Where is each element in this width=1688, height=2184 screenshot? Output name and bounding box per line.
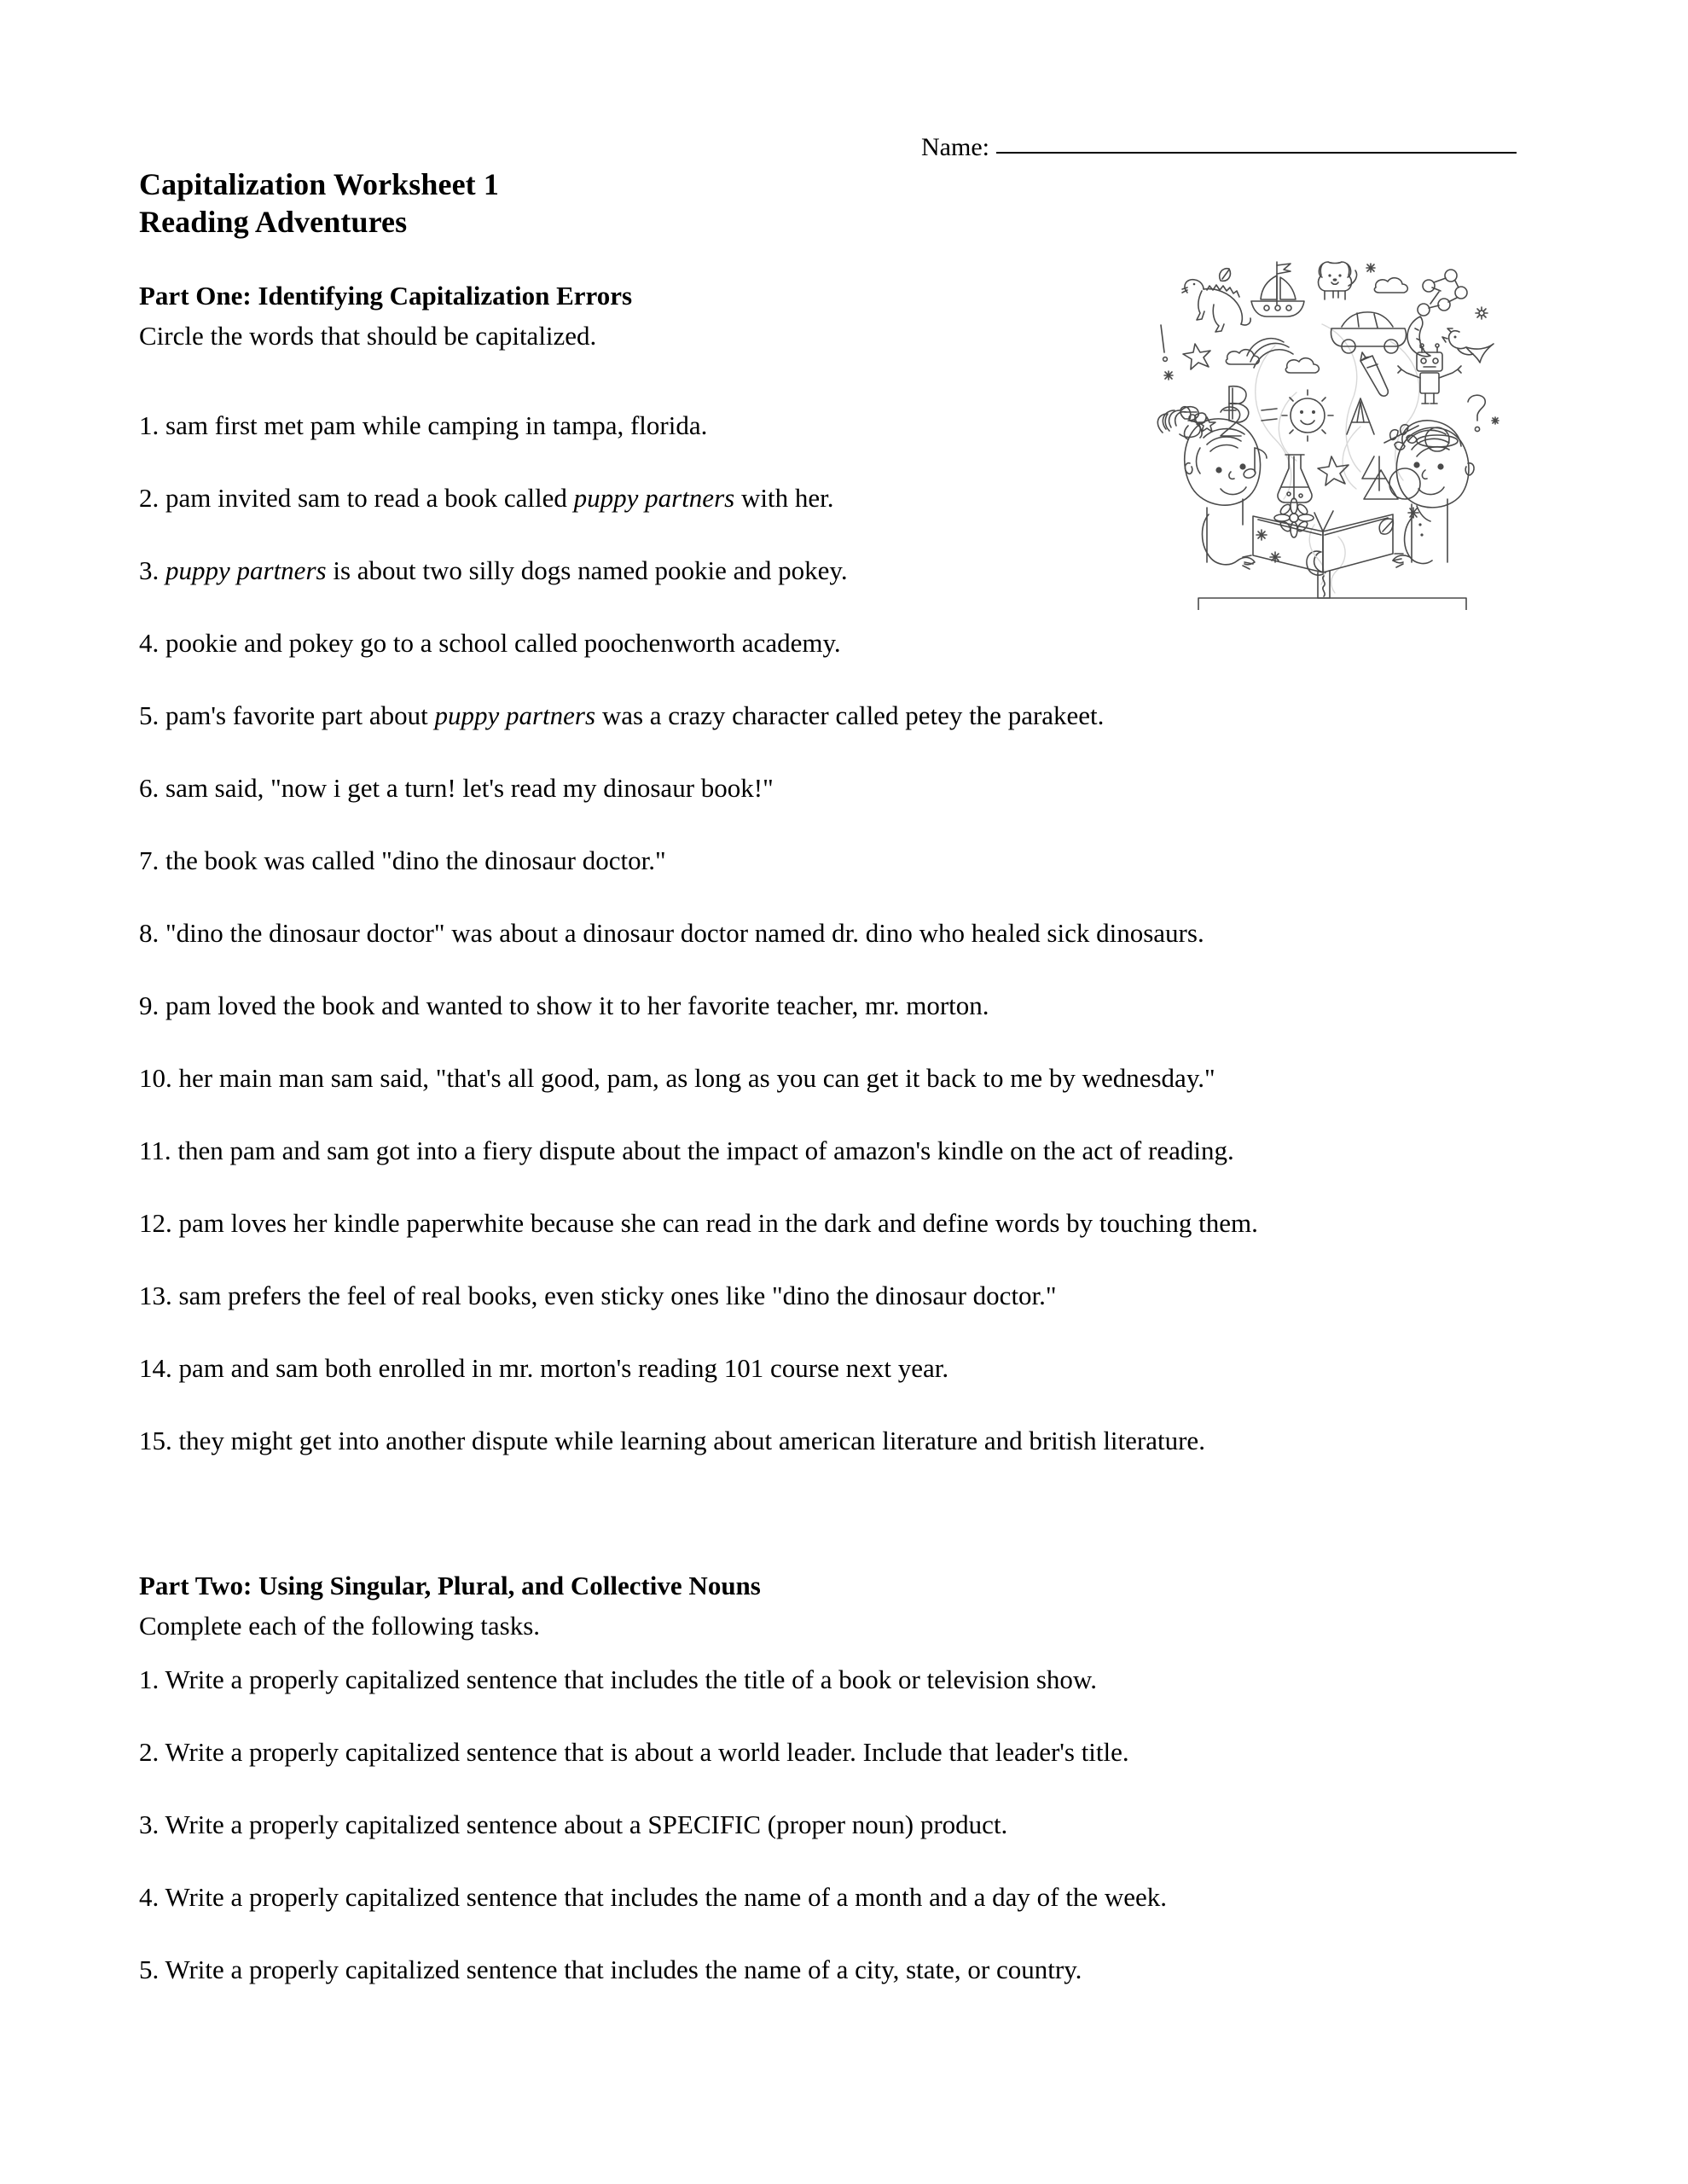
snowflake-icon xyxy=(1256,530,1267,540)
item-text: sam prefers the feel of real books, even sticky ones like "dino the dinosaur doctor." xyxy=(178,1281,1057,1310)
item-number: 9. xyxy=(139,990,165,1020)
item-number: 3. xyxy=(139,555,165,585)
item-number: 4. xyxy=(139,628,165,658)
name-field-row xyxy=(921,135,1517,160)
leaf-icon xyxy=(1379,519,1393,534)
flower-icon xyxy=(1476,307,1488,319)
flask-icon xyxy=(1278,455,1312,502)
item-number: 1. xyxy=(139,1664,165,1694)
worksheet-title-block xyxy=(139,166,1077,241)
item-text: Write a properly capitalized sentence that is about a world leader. Include that leader's title. xyxy=(165,1737,1129,1767)
item-text: Write a properly capitalized sentence that includes the name of a month and a day of the week. xyxy=(165,1882,1168,1912)
item-text: pam's favorite part about xyxy=(165,700,435,730)
name-label: Name: xyxy=(921,133,989,161)
car-icon xyxy=(1331,312,1407,353)
crescent-moon-icon xyxy=(1407,317,1430,357)
sparkle-icon xyxy=(1366,264,1375,272)
item-text: pookie and pokey go to a school called poochenworth academy. xyxy=(165,628,841,658)
item-text: pam loves her kindle paperwhite because she can read in the dark and define words by touching them. xyxy=(178,1208,1258,1238)
part-one-item-7[interactable] xyxy=(139,845,1538,917)
part-one-item-14[interactable] xyxy=(139,1352,1538,1425)
item-text: then pam and sam got into a fiery dispute about the impact of amazon's kindle on the act of reading. xyxy=(177,1136,1234,1165)
cloud-icon xyxy=(1374,278,1407,293)
item-number: 11. xyxy=(139,1136,178,1165)
sparkle-icon xyxy=(1492,417,1499,424)
item-number: 12. xyxy=(139,1208,179,1238)
part-one-item-9[interactable] xyxy=(139,990,1538,1062)
equals-sign-icon xyxy=(1262,409,1277,421)
bird-icon xyxy=(1442,328,1494,363)
item-number: 2. xyxy=(139,483,165,513)
item-text-continued: with her. xyxy=(734,483,834,513)
item-number: 5. xyxy=(139,1955,165,1984)
pencil-icon xyxy=(1360,352,1388,396)
item-number: 13. xyxy=(139,1281,179,1310)
item-text: sam said, "now i get a turn! let's read my dinosaur book!" xyxy=(165,773,774,803)
sparkle-icon xyxy=(1164,371,1173,380)
item-text: pam loved the book and wanted to show it to her favorite teacher, mr. morton. xyxy=(165,990,989,1020)
girl-figure xyxy=(1157,407,1260,569)
exclamation-mark-icon xyxy=(1161,325,1167,361)
part-two-item-4[interactable] xyxy=(139,1881,1538,1954)
item-number: 10. xyxy=(139,1063,179,1093)
worksheet-title-line2: Reading Adventures xyxy=(139,204,408,239)
item-text: pam invited sam to read a book called xyxy=(165,483,574,513)
part-one-item-12[interactable] xyxy=(139,1207,1538,1280)
part-one-item-8[interactable] xyxy=(139,917,1538,990)
music-note-icon xyxy=(1243,448,1267,479)
item-number: 7. xyxy=(139,845,165,875)
molecule-icon xyxy=(1418,270,1467,316)
worksheet-title-line1: Capitalization Worksheet 1 xyxy=(139,167,499,201)
part-two-item-5[interactable] xyxy=(139,1954,1538,2026)
desk xyxy=(1198,598,1466,610)
item-text: the book was called "dino the dinosaur doctor." xyxy=(165,845,666,875)
item-text: they might get into another dispute while learning about american literature and british literature. xyxy=(178,1426,1205,1455)
smiling-sun-icon xyxy=(1282,390,1333,441)
item-number: 4. xyxy=(139,1882,165,1912)
part-one-heading: Part One: Identifying Capitalization Errors xyxy=(139,281,633,311)
leaf-icon xyxy=(1220,269,1231,282)
star-icon xyxy=(1183,344,1210,369)
item-text: "dino the dinosaur doctor" was about a dinosaur doctor named dr. dino who healed sick dinosaurs. xyxy=(165,918,1204,948)
item-number: 15. xyxy=(139,1426,179,1455)
item-text: her main man sam said, "that's all good, pam, as long as you can get it back to me by wednesday." xyxy=(178,1063,1215,1093)
open-book xyxy=(1253,511,1393,598)
dog-icon xyxy=(1319,262,1357,299)
name-input-line[interactable] xyxy=(996,151,1517,154)
part-one-item-13[interactable] xyxy=(139,1280,1538,1352)
part-one-item-6[interactable] xyxy=(139,772,1538,845)
sailing-ship-icon xyxy=(1251,262,1304,317)
item-text: Write a properly capitalized sentence that includes the name of a city, state, or country. xyxy=(165,1955,1082,1984)
item-text: Write a properly capitalized sentence about a SPECIFIC (proper noun) product. xyxy=(165,1809,1008,1839)
part-one-item-5[interactable] xyxy=(139,700,1538,772)
item-number: 3. xyxy=(139,1809,165,1839)
item-text-continued: was a crazy character called petey the parakeet. xyxy=(595,700,1105,730)
rainbow-icon xyxy=(1226,339,1319,373)
part-two-item-1[interactable] xyxy=(139,1664,1538,1736)
two-children-reading-book-illustration xyxy=(1147,243,1505,610)
part-two-item-list xyxy=(139,1664,1538,2026)
part-two-item-2[interactable] xyxy=(139,1736,1538,1809)
item-book-title: puppy partners xyxy=(434,700,596,730)
item-text: sam first met pam while camping in tampa, florida. xyxy=(165,410,708,440)
dinosaur-icon xyxy=(1182,280,1250,332)
item-number: 14. xyxy=(139,1353,179,1383)
part-one-item-11[interactable] xyxy=(139,1135,1538,1207)
part-two-item-3[interactable] xyxy=(139,1809,1538,1881)
item-text: Write a properly capitalized sentence that includes the title of a book or television show. xyxy=(165,1664,1098,1694)
part-two-heading: Part Two: Using Singular, Plural, and Collective Nouns xyxy=(139,1571,761,1600)
part-one-item-15[interactable] xyxy=(139,1425,1538,1497)
question-mark-icon xyxy=(1468,395,1485,431)
item-book-title: puppy partners xyxy=(573,483,735,513)
item-text-continued: is about two silly dogs named pookie and pokey. xyxy=(326,555,848,585)
robot-icon xyxy=(1398,344,1461,404)
part-one-instructions: Circle the words that should be capitalized. xyxy=(139,321,597,351)
item-number: 6. xyxy=(139,773,165,803)
item-number: 2. xyxy=(139,1737,165,1767)
item-number: 1. xyxy=(139,410,165,440)
part-one-item-10[interactable] xyxy=(139,1062,1538,1135)
item-book-title: puppy partners xyxy=(165,555,327,585)
part-one-item-4[interactable] xyxy=(139,627,1538,700)
item-text: pam and sam both enrolled in mr. morton's reading 101 course next year. xyxy=(178,1353,949,1383)
part-two-instructions: Complete each of the following tasks. xyxy=(139,1611,541,1641)
item-number: 8. xyxy=(139,918,165,948)
part-two-header xyxy=(139,1570,1504,1641)
item-number: 5. xyxy=(139,700,165,730)
boy-figure xyxy=(1393,421,1474,567)
